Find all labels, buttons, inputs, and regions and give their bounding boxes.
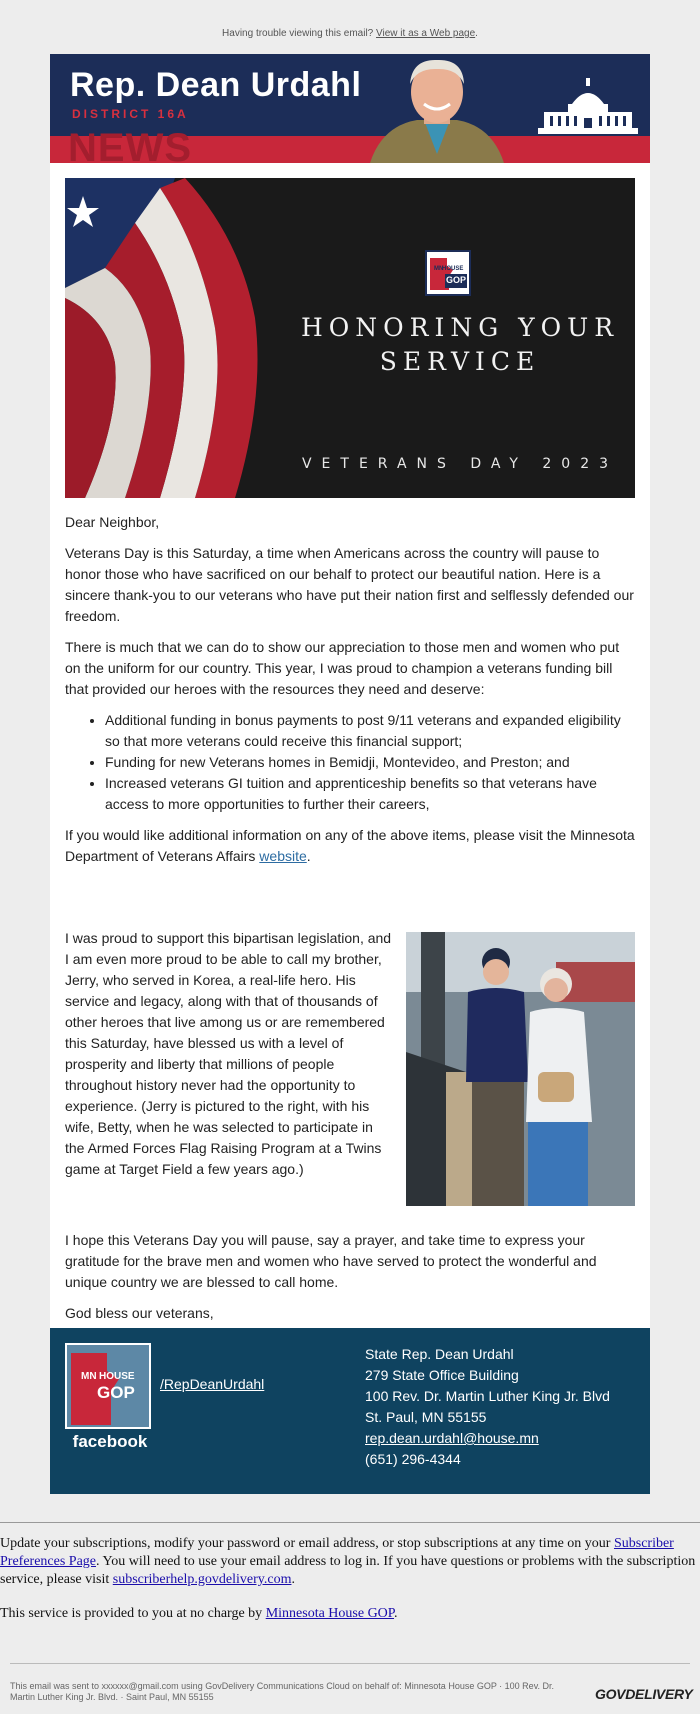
blessing: God bless our veterans,	[65, 1305, 214, 1321]
paragraph-3	[65, 825, 635, 867]
provider-text: This service is provided to you at no charge by	[0, 1606, 266, 1621]
paragraph-1: Veterans Day is this Saturday, a time when Americans across the country will pause to honor those who have sacrificed on our behalf to protect our beautiful nation. Here is a sincere thank-you to our veterans who have put their nation first and selflessly defended our freedom.	[65, 545, 634, 624]
veterans-day-hero-image	[65, 178, 635, 498]
brother-story: I was proud to support this bipartisan legislation, and I am even more proud to be able to call my brother, Jerry, who served in Korea, a real-life hero. His service and legacy, along with that of thousands of other heroes that live among us or are remembered this Saturday, have blessed us with a level of prosperity and liberty that millions of people throughout history never had the opportunity to experience. (Jerry is pictured to the right, with his wife, Betty, when he was selected to participate in the Armed Forces Flag Raising Program at a Twins game at Target Field a few years ago.)	[65, 930, 392, 1177]
letter-body	[65, 512, 635, 877]
phone-number: (651) 296-4344	[365, 1451, 461, 1467]
subscription-text-1: Update your subscriptions, modify your password or email address, or stop subscriptions at any time on your	[0, 1536, 614, 1551]
banner-name: Rep. Dean Urdahl	[70, 66, 362, 104]
list-item: • Additional funding in bonus payments to post 9/11 veterans and expanded eligibility so that more veterans could receive this financial support;	[105, 710, 635, 752]
hero-title	[265, 311, 635, 379]
header-banner	[50, 54, 650, 163]
contact-name: State Rep. Dean Urdahl	[365, 1346, 514, 1362]
american-flag-image	[65, 178, 275, 498]
newsletter-card	[50, 54, 650, 1494]
subscription-text-3: .	[291, 1572, 295, 1587]
govdelivery-logo: GOVDELIVERY	[595, 1686, 693, 1702]
facebook-logo-link[interactable]	[65, 1343, 151, 1429]
hero-logo-house: HOUSE	[442, 266, 464, 272]
facebook-handle-link[interactable]: /RepDeanUrdahl	[160, 1376, 265, 1392]
email-link[interactable]: rep.dean.urdahl@house.mn	[365, 1430, 539, 1446]
paragraph-4: I hope this Veterans Day you will pause, say a prayer, and take time to express your gratitude for the brave men and women who have served to protect the wonderful and unique country we are blessed to call home.	[65, 1232, 597, 1290]
subscription-notice	[0, 1535, 700, 1639]
banner-news: NEWS	[68, 126, 192, 163]
hero-title-line2: SERVICE	[379, 347, 541, 376]
address-line-3: St. Paul, MN 55155	[365, 1409, 487, 1425]
footer-logo-house: HOUSE	[99, 1371, 135, 1382]
subscriber-help-link[interactable]: subscriberhelp.govdelivery.com	[112, 1572, 292, 1587]
paragraph-3-text: If you would like additional information on any of the above items, please visit the Minnesota Department of Veterans Affairs	[65, 827, 635, 864]
minnesota-house-gop-link[interactable]: Minnesota House GOP	[265, 1606, 395, 1621]
address-line-1: 279 State Office Building	[365, 1367, 519, 1383]
list-item: • Funding for new Veterans homes in Bemidji, Montevideo, and Preston; and	[105, 752, 635, 773]
stadium-photo-illustration	[406, 932, 635, 1206]
hero-subtitle: VETERANS DAY 2023	[301, 456, 619, 472]
mn-map-icon	[427, 252, 469, 294]
view-web-page-link[interactable]: View it as a Web page	[376, 28, 476, 39]
hero-title-line1: HONORING YOUR	[300, 313, 620, 342]
preheader: Having trouble viewing this email? View it as a Web page.	[222, 28, 478, 39]
address-line-2: 100 Rev. Dr. Martin Luther King Jr. Blvd	[365, 1388, 610, 1404]
banner-district: DISTRICT 16A	[72, 107, 189, 121]
representative-portrait	[362, 54, 512, 163]
subscription-text-2: . You will need to use your email address to log in. If you have questions or problems with the subscription service, please visit	[0, 1554, 696, 1587]
contact-footer	[50, 1328, 650, 1494]
hero-logo-text: GOP	[446, 275, 467, 285]
hero-logo-mn: MN	[434, 266, 444, 272]
subscription-paragraph	[0, 1535, 700, 1589]
greeting: Dear Neighbor,	[65, 514, 160, 530]
paragraph-2: There is much that we can do to show our appreciation to those men and women who put on the uniform for our country. This year, I was proud to champion a veterans funding bill that provided our heroes with the resources they need and deserve:	[65, 639, 620, 697]
footer-logo-gop: GOP	[97, 1383, 135, 1402]
footer-divider	[0, 1522, 700, 1523]
jerry-and-betty-photo	[406, 932, 635, 1206]
paragraph-3-end: .	[306, 848, 311, 864]
preheader-text: Having trouble viewing this email?	[222, 28, 374, 39]
mn-house-gop-logo	[425, 250, 471, 296]
list-item: • Increased veterans GI tuition and apprenticeship benefits so that veterans have access to more opportunities to further their careers,	[105, 773, 635, 815]
legal-divider	[10, 1663, 690, 1664]
provider-text-end: .	[394, 1606, 398, 1621]
facebook-label: facebook	[72, 1432, 148, 1451]
contact-info	[365, 1344, 645, 1470]
footer-logo-mn: MN	[81, 1371, 97, 1382]
provider-paragraph	[0, 1605, 700, 1623]
capitol-icon	[538, 78, 638, 136]
subscriber-preferences-link[interactable]: Subscriber Preferences Page	[0, 1536, 674, 1569]
funding-list	[65, 710, 635, 815]
legal-text: This email was sent to xxxxxx@gmail.com using GovDelivery Communications Cloud on behalf of: Minnesota House GOP · 100 Rev. Dr. Martin Luther King Jr. Blvd. · Saint Paul, MN 55155	[10, 1681, 555, 1702]
mdva-website-link[interactable]: website	[259, 848, 307, 864]
